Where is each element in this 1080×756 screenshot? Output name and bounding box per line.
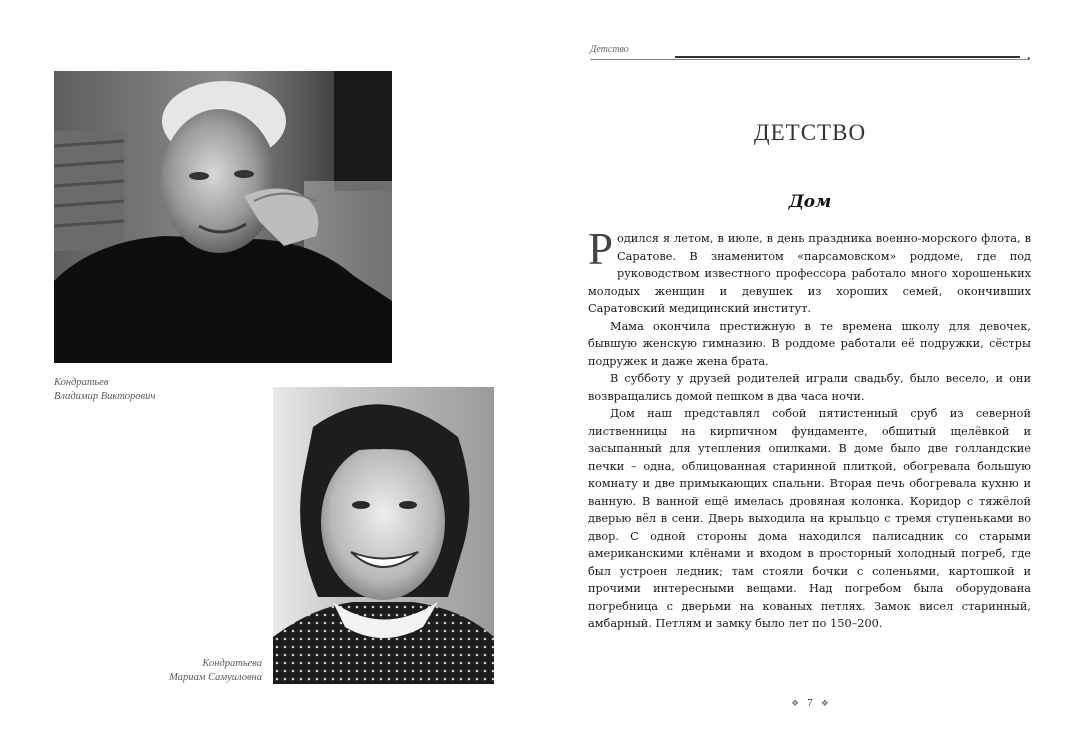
right-page (540, 0, 1080, 756)
ornament-left-icon: ❖ (791, 698, 800, 708)
page-number: 7 (807, 697, 813, 709)
portrait-photo-man (54, 71, 392, 363)
running-head-rule (590, 59, 1030, 60)
paragraph: Мама окончила престижную в те времена школу для девочек, бывшую женскую гимназию. В роддоме работали её подружки, сёстры подружек и даже жена брата. (588, 319, 1031, 368)
running-head-rule-thick (675, 56, 1020, 58)
running-head-text: Детство (590, 44, 629, 55)
portrait-photo-woman (273, 387, 494, 684)
page-folio (590, 697, 1030, 709)
section-title: Дом (788, 192, 832, 212)
paragraph (588, 224, 1031, 318)
paragraph: Дом наш представлял собой пятистенный сруб из северной лиственницы на кирпичном фундаменте, обшитый щелёвкой и засыпанный для утепления опилками. В доме было две голландские печки – одна, облицованная старинной плиткой, обогревала большую комнату и две примыкающих спальни. Вторая печь обогревала кухню и ванную. В ванной ещё имелась дровяная колонка. Коридор с тяжёлой дверью вёл в сени. Дверь выходила на крыльцо с тремя ступеньками во двор. С одной стороны дома находился палисадник со старыми американскими клёнами и входом в просторный холодный погреб, где был устроен ледник; там стояли бочки с соленьями, картошкой и прочими интересными вещами. Над погребом была оборудована погребница с дверьми на кованых петлях. Замок висел старинный, амбарный. Петлям и замку было лет по 150–200. (588, 407, 1031, 630)
caption-fullname: Владимир Викторович (54, 391, 156, 402)
running-head (590, 44, 1030, 63)
paragraph: В субботу у друзей родителей играли свадьбу, было весело, и они возвращались домой пешком в два часа ночи. (588, 372, 1031, 403)
caption-surname: Кондратьев (54, 377, 109, 388)
caption-photo-woman (169, 657, 262, 685)
caption-fullname: Мариам Самуиловна (169, 672, 262, 683)
paragraph-text: одился я летом, в июле, в день праздника военно-морского флота, в Саратове. В знаменитом «парсамовском» роддоме, где под руководством известного профессора работало много хорошеньких молодых женщин и девушек из хороших семей, окончивших Саратовский медицинский институт. (588, 232, 1031, 315)
caption-photo-man (54, 376, 155, 404)
ornament-right-icon: ❖ (820, 698, 829, 708)
body-text (588, 224, 1031, 633)
chapter-title: ДЕТСТВО (753, 120, 867, 145)
rule-end-dot: • (1027, 54, 1030, 63)
caption-surname: Кондратьева (202, 658, 262, 669)
drop-cap: Р (588, 224, 614, 274)
